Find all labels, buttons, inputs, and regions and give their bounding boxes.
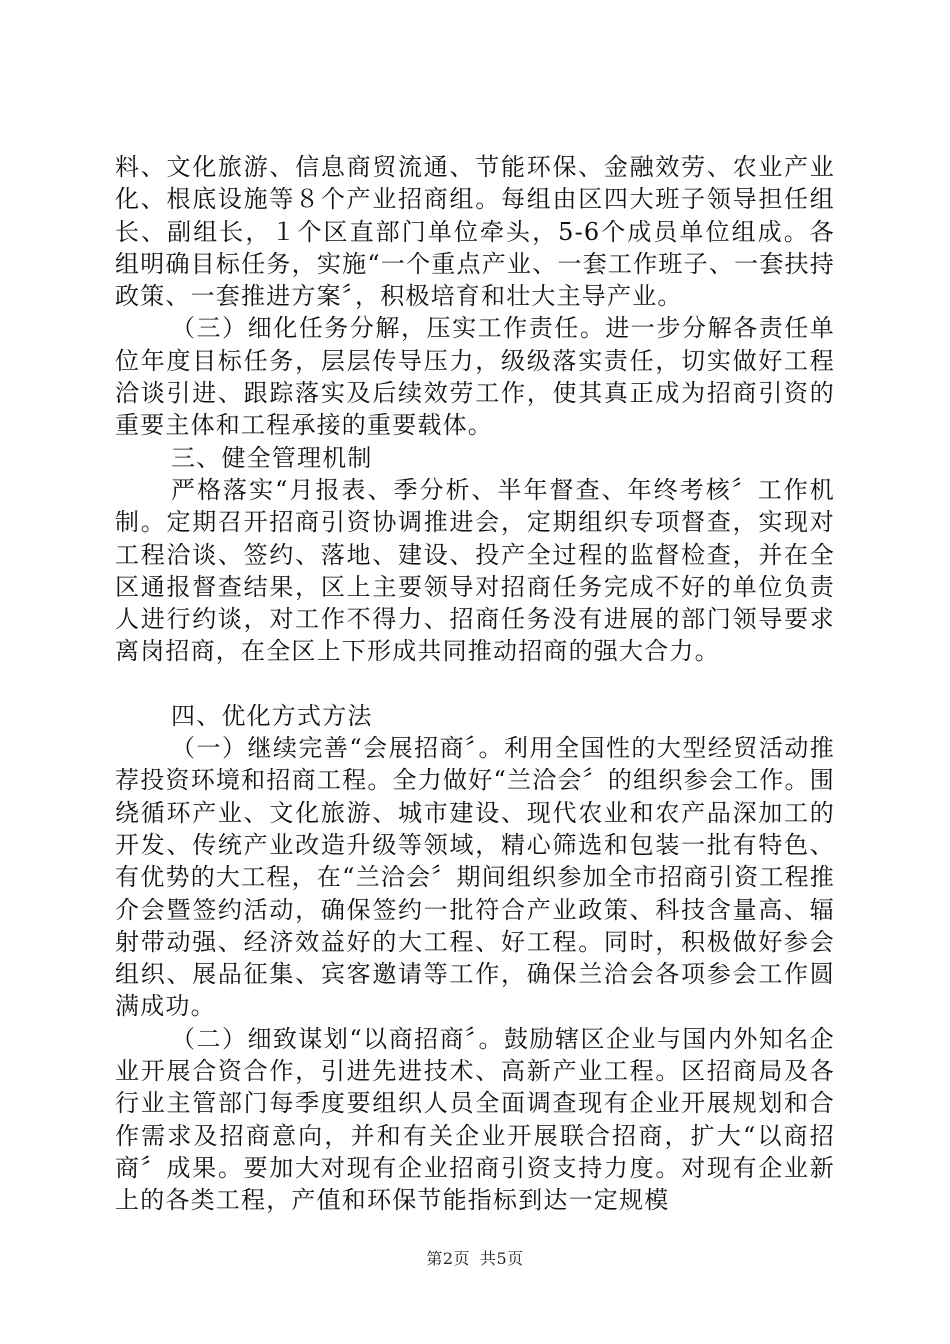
paragraph-section-4-1: （一）继续完善“会展招商〞。利用全国性的大型经贸活动推荐投资环境和招商工程。全力做好“兰洽会〞的组织参会工作。围绕循环产业、文化旅游、城市建设、现代农业和农产品深加工的开发、传统产业改造升级等领域，精心筛选和包装一批有特色、有优势的大工程，在“兰洽会〞期间组织参加全市招商引资工程推介会暨签约活动，确保签约一批符合产业政策、科技含量高、辐射带动强、经济效益好的大工程、好工程。同时，积极做好参会组织、展品征集、宾客邀请等工作，确保兰洽会各项参会工作圆满成功。 (115, 734, 835, 1021)
paragraph-continuation: 料、文化旅游、信息商贸流通、节能环保、金融效劳、农业产业化、根底设施等８个产业招商组。每组由区四大班子领导担任组长、副组长，１个区直部门单位牵头，5-6个成员单位组成。各组明确目标任务，实施“一个重点产业、一套工作班子、一套扶持政策、一套推进方案〞，积极培育和壮大主导产业。 (115, 153, 835, 311)
paragraph-section-3-3: （三）细化任务分解，压实工作责任。进一步分解各责任单位年度目标任务，层层传导压力，级级落实责任，切实做好工程洽谈引进、跟踪落实及后续效劳工作，使其真正成为招商引资的重要主体和工程承接的重要载体。 (115, 314, 835, 440)
paragraph-section-4-2: （二）细致谋划“以商招商〞。鼓励辖区企业与国内外知名企业开展合资合作，引进先进技术、高新产业工程。区招商局及各行业主管部门每季度要组织人员全面调查现有企业开展规划和合作需求及招商意向，并和有关企业开展联合招商，扩大“以商招商〞成果。要加大对现有企业招商引资支持力度。对现有企业新上的各类工程，产值和环保节能指标到达一定规模 (115, 1024, 835, 1215)
page-number: 第2页 (426, 1249, 470, 1268)
blank-line (115, 668, 835, 700)
document-body (115, 151, 835, 1217)
heading-section-4: 四、优化方式方法 (171, 701, 373, 730)
paragraph-management-mechanism: 严格落实“月报表、季分析、半年督查、年终考核〞工作机制。定期召开招商引资协调推进会，定期组织专项督查，实现对工程洽谈、签约、落地、建设、投产全过程的监督检查，并在全区通报督查结果，区上主要领导对招商任务完成不好的单位负责人进行约谈，对工作不得力、招商任务没有进展的部门领导要求离岗招商，在全区上下形成共同推动招商的强大合力。 (115, 475, 835, 666)
heading-section-3: 三、健全管理机制 (171, 443, 373, 472)
page-total: 共5页 (480, 1249, 524, 1268)
page-footer (0, 1246, 950, 1269)
